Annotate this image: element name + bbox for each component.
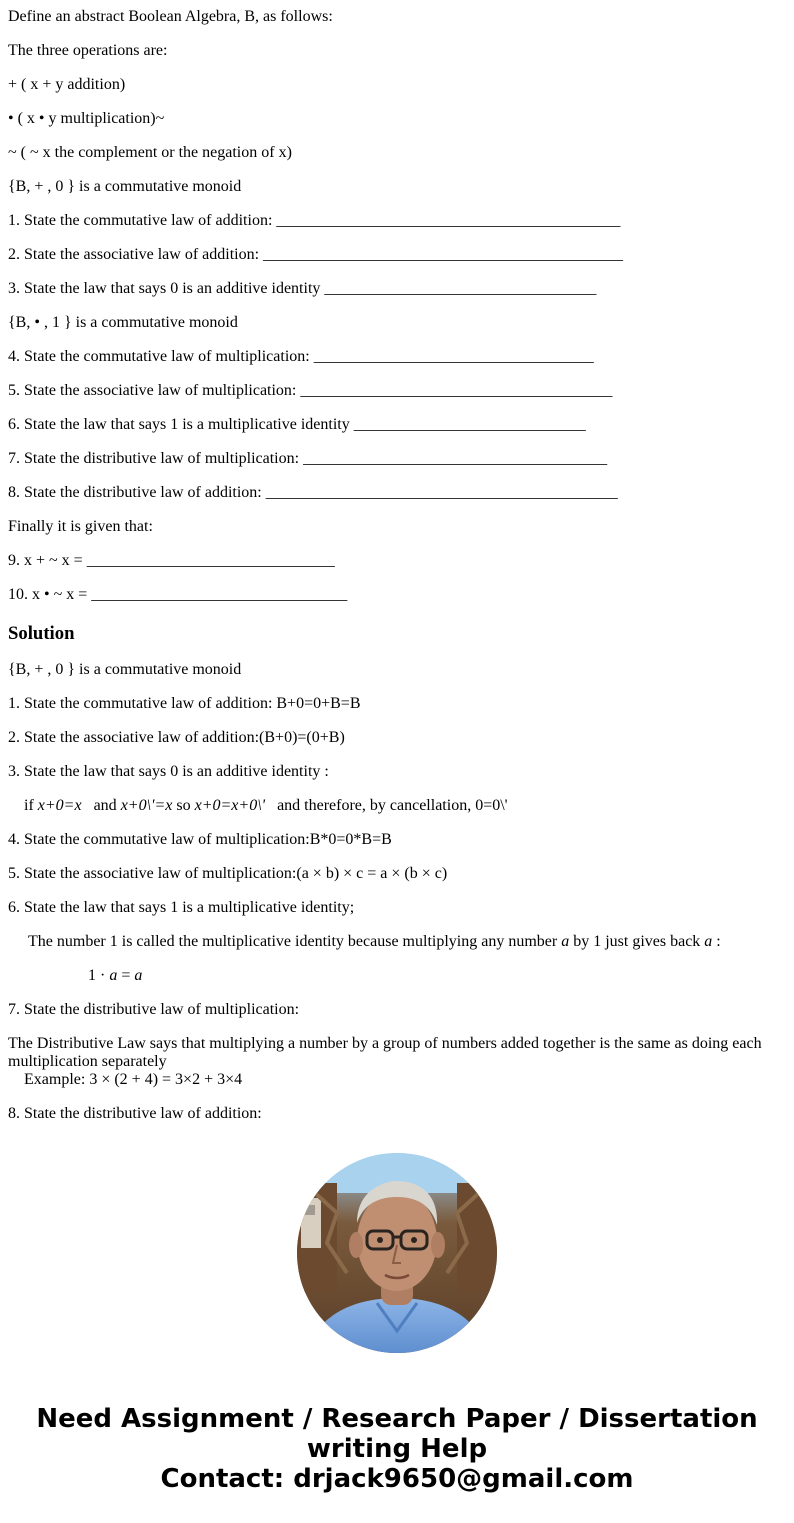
question-7: 7. State the distributive law of multiplication: ______________________________________ (8, 450, 608, 467)
monoid-multiplication: {B, • , 1 } is a commutative monoid (8, 314, 238, 331)
promo-line-1: Need Assignment / Research Paper / Dissertation (36, 1404, 758, 1434)
promo-line-2: writing Help (306, 1434, 488, 1464)
a3-rest: and therefore, by cancellation, 0=0\' (265, 797, 508, 814)
a3-eq1: x+0=x (37, 797, 82, 814)
a3-eq3: x+0=x+0\' (194, 797, 266, 814)
problem-section (8, 8, 786, 604)
answer-3-detail (8, 797, 786, 815)
question-2: 2. State the associative law of addition: _____________________________________________ (8, 246, 624, 263)
answer-6-detail (8, 933, 786, 951)
tutor-avatar (297, 1153, 497, 1353)
a6-lead: The number 1 is called the multiplicative identity because multiplying any number (28, 933, 562, 950)
a6-lhs: 1 · (88, 967, 110, 984)
question-10: 10. x • ~ x = ________________________________ (8, 586, 348, 603)
answer-4: 4. State the commutative law of multiplication:B*0=0*B=B (8, 831, 392, 848)
op-multiplication: • ( x • y multiplication)~ (8, 110, 165, 127)
answer-6-formula (8, 967, 786, 985)
a3-eq2: x+0\'=x (120, 797, 173, 814)
answer-2: 2. State the associative law of addition:(B+0)=(0+B) (8, 729, 345, 746)
a6-mid: by 1 just gives back (569, 933, 705, 950)
promo-contact[interactable]: Contact: drjack9650@gmail.com (160, 1464, 634, 1494)
op-negation: ~ ( ~ x the complement or the negation of x) (8, 144, 292, 161)
a6-eq: = (117, 967, 135, 984)
promo-banner (0, 1404, 794, 1494)
a6-rhs: a (134, 967, 143, 984)
a6-var-a: a (561, 933, 570, 950)
question-3: 3. State the law that says 0 is an additive identity __________________________________ (8, 280, 597, 297)
a6-end: : (712, 933, 721, 950)
answer-1: 1. State the commutative law of addition: B+0=0+B=B (8, 695, 361, 712)
question-4: 4. State the commutative law of multiplication: ___________________________________ (8, 348, 594, 365)
question-8: 8. State the distributive law of addition: ____________________________________________ (8, 484, 618, 501)
answer-7: 7. State the distributive law of multiplication: (8, 1001, 300, 1018)
solution-title: Solution (8, 623, 75, 644)
finally-text: Finally it is given that: (8, 518, 153, 535)
monoid-addition: {B, + , 0 } is a commutative monoid (8, 178, 242, 195)
solution-section (8, 623, 786, 1123)
ops-heading: The three operations are: (8, 42, 168, 59)
answer-7-example: Example: 3 × (2 + 4) = 3×2 + 3×4 (24, 1071, 243, 1088)
a3-and: and (81, 797, 121, 814)
question-9: 9. x + ~ x = _______________________________ (8, 552, 335, 569)
intro-text: Define an abstract Boolean Algebra, B, as follows: (8, 8, 333, 25)
a3-so: so (172, 797, 195, 814)
a6-var-a2: a (704, 933, 713, 950)
op-addition: + ( x + y addition) (8, 76, 126, 93)
question-1: 1. State the commutative law of addition: ___________________________________________ (8, 212, 621, 229)
a3-if: if (24, 797, 38, 814)
a6-var: a (109, 967, 118, 984)
answer-7-detail: The Distributive Law says that multiplying a number by a group of numbers added together is the same as doing each multiplication separately (8, 1035, 762, 1070)
answer-5: 5. State the associative law of multiplication:(a × b) × c = a × (b × c) (8, 865, 448, 882)
answer-3: 3. State the law that says 0 is an additive identity : (8, 763, 329, 780)
tutor-portrait-icon (297, 1153, 497, 1353)
answer-6: 6. State the law that says 1 is a multiplicative identity; (8, 899, 355, 916)
question-6: 6. State the law that says 1 is a multiplicative identity _____________________________ (8, 416, 586, 433)
solution-monoid-addition: {B, + , 0 } is a commutative monoid (8, 661, 242, 678)
question-5: 5. State the associative law of multiplication: _______________________________________ (8, 382, 613, 399)
answer-8: 8. State the distributive law of addition: (8, 1105, 262, 1122)
